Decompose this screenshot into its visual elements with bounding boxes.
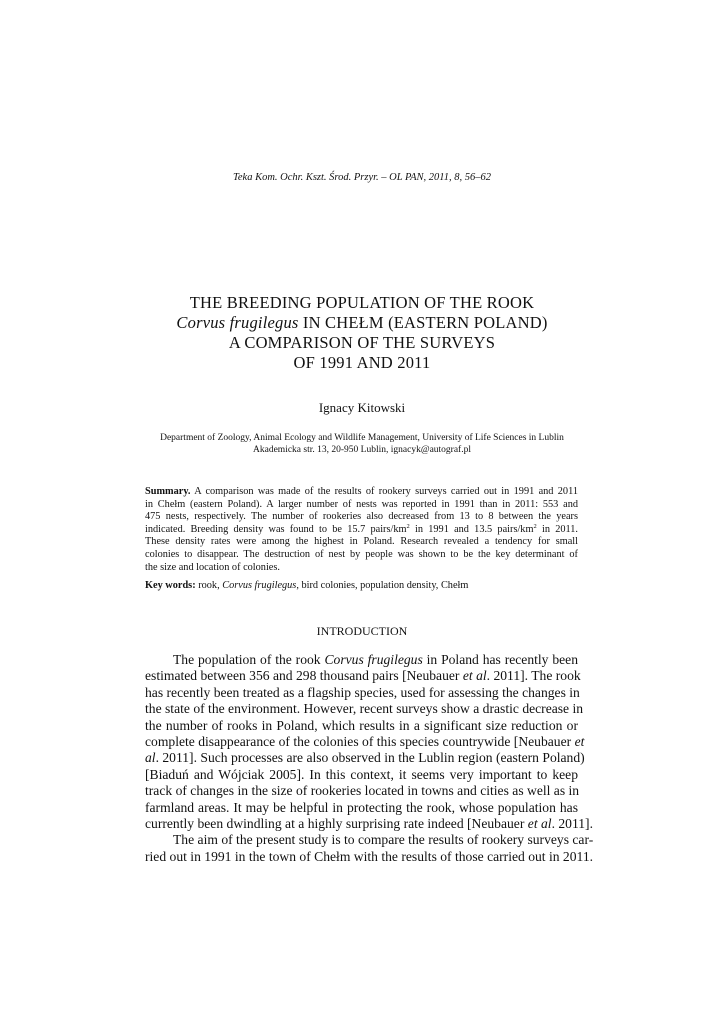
title-line-1: THE BREEDING POPULATION OF THE ROOK — [189, 293, 535, 312]
summary-line: Summary. A comparison was made of the results of rookery surveys carried out in 1991 and 2011 — [145, 486, 578, 497]
summary-line: These density rates were among the highest in Poland. Research revealed a tendency for small — [145, 536, 578, 548]
body-line: al. 2011]. Such processes are also observed in the Lublin region (eastern Poland) — [145, 750, 585, 766]
affiliation — [0, 432, 724, 456]
title-species-name: Corvus frugilegus — [176, 313, 299, 332]
author-name: Ignacy Kitowski — [318, 400, 406, 415]
body-line: farmland areas. It may be helpful in protecting the rook, whose population has — [145, 799, 578, 815]
affiliation-line-1: Department of Zoology, Animal Ecology and Wildlife Management, University of Life Sciences in Lublin — [160, 433, 564, 443]
title-line-2-rest: IN CHEŁM (EASTERN POLAND) — [298, 313, 548, 332]
paper-title — [0, 293, 724, 373]
body-line: ried out in 1991 in the town of Chełm with the results of those carried out in 2011. — [145, 848, 594, 864]
introduction-body — [145, 652, 594, 865]
section-heading-introduction: INTRODUCTION — [316, 624, 408, 638]
body-line: the state of the environment. However, recent surveys show a drastic decrease in — [145, 701, 584, 717]
body-line: the number of rooks in Poland, which results in a significant size reduction or — [145, 717, 578, 733]
summary-abstract — [145, 486, 578, 574]
summary-label: Summary. — [145, 486, 191, 497]
body-line: The aim of the present study is to compare the results of rookery surveys car- — [173, 832, 594, 848]
superscript: 2 — [533, 522, 537, 530]
body-line: The population of the rook Corvus frugilegus in Poland has recently been — [173, 652, 578, 667]
body-line: has recently been treated as a flagship species, used for assessing the changes in — [145, 684, 580, 700]
superscript: 2 — [406, 522, 410, 530]
title-line-4: OF 1991 AND 2011 — [293, 353, 431, 372]
keywords-label: Key words: — [145, 580, 196, 591]
keywords: Key words: rook, Corvus frugilegus, bird colonies, population density, Chełm — [145, 580, 469, 591]
summary-line: in Chełm (eastern Poland). A larger number of nests was reported in 1991 than in 2011: 553 and — [145, 498, 578, 510]
body-line: complete disappearance of the colonies of this species countrywide [Neubauer et — [145, 733, 585, 749]
affiliation-line-2: Akademicka str. 13, 20-950 Lublin, ignacyk@autograf.pl — [253, 445, 471, 455]
body-line: track of changes in the size of rookeries located in towns and cities as well as in — [145, 783, 580, 799]
body-line: currently been dwindling at a highly surprising rate indeed [Neubauer et al. 2011]. — [145, 815, 593, 831]
title-line-3: A COMPARISON OF THE SURVEYS — [228, 333, 496, 352]
summary-line: 475 nests, respectively. The number of rookeries also decreased from 13 to 8 between the years — [145, 511, 578, 523]
summary-line: indicated. Breeding density was found to be 15.7 pairs/$km^2$ in 1991 and 13.5 pairs/$km^2$ in 2011. — [145, 522, 578, 535]
summary-line: the size and location of colonies. — [145, 561, 280, 573]
title-line-2 — [0, 313, 724, 333]
body-line: [Biaduń and Wójciak 2005]. In this context, it seems very important to keep — [145, 766, 578, 782]
body-line: estimated between 356 and 298 thousand pairs [Neubauer et al. 2011]. The rook — [145, 668, 581, 684]
running-header: Teka Kom. Ochr. Kszt. Środ. Przyr. – OL PAN, 2011, 8, 56–62 — [233, 172, 491, 183]
summary-line: colonies to disappear. The destruction of nest by people was shown to be the key determinant of — [145, 548, 578, 560]
